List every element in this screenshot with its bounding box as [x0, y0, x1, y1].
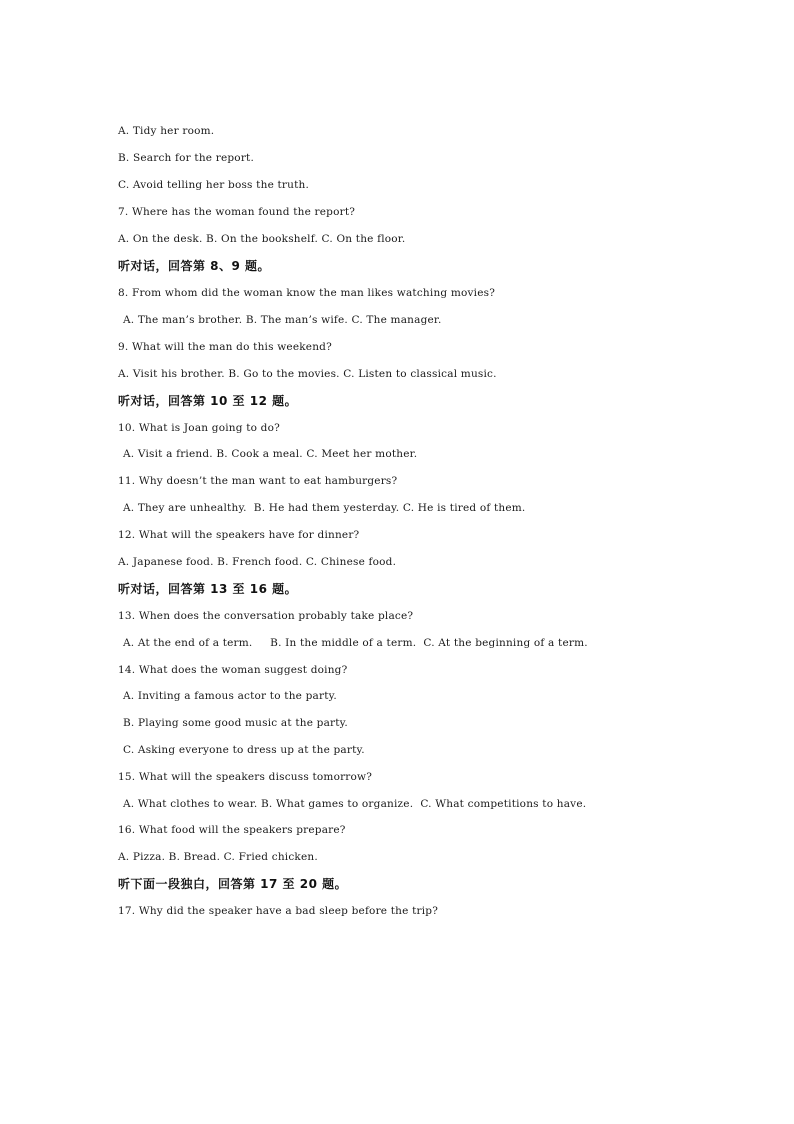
option-line: A. Tidy her room. [118, 125, 215, 137]
option-line: A. They are unhealthy. B. He had them yesterday. C. He is tired of them. [123, 502, 526, 514]
question-line: 10. What is Joan going to do? [118, 422, 280, 434]
section-heading: 听对话，回答第 13 至 16 题。 [118, 582, 298, 596]
option-line: A. What clothes to wear. B. What games to organize. C. What competitions to have. [123, 798, 587, 810]
section-heading: 听下面一段独白，回答第 17 至 20 题。 [118, 877, 348, 891]
option-line: A. Visit his brother. B. Go to the movies. C. Listen to classical music. [118, 368, 497, 380]
option-line: B. Search for the report. [118, 152, 255, 164]
option-line: A. Pizza. B. Bread. C. Fried chicken. [118, 851, 318, 863]
question-line: 14. What does the woman suggest doing? [118, 664, 348, 676]
question-line: 7. Where has the woman found the report? [118, 206, 356, 218]
option-line: A. At the end of a term. B. In the middle of a term. C. At the beginning of a term. [123, 637, 588, 649]
question-line: 9. What will the man do this weekend? [118, 341, 332, 353]
question-line: 16. What food will the speakers prepare? [118, 824, 346, 836]
question-line: 11. Why doesn’t the man want to eat hamburgers? [118, 475, 398, 487]
option-line: C. Avoid telling her boss the truth. [118, 179, 310, 191]
option-line: A. The man’s brother. B. The man’s wife. C. The manager. [123, 314, 442, 326]
section-heading: 听对话，回答第 8、9 题。 [118, 259, 271, 273]
option-line: A. Visit a friend. B. Cook a meal. C. Meet her mother. [123, 448, 418, 460]
option-line: A. Japanese food. B. French food. C. Chinese food. [118, 556, 397, 568]
question-line: 15. What will the speakers discuss tomorrow? [118, 771, 373, 783]
question-line: 13. When does the conversation probably take place? [118, 610, 414, 622]
option-line: C. Asking everyone to dress up at the party. [123, 744, 365, 756]
option-line: A. Inviting a famous actor to the party. [123, 690, 337, 702]
section-heading: 听对话，回答第 10 至 12 题。 [118, 394, 298, 408]
option-line: B. Playing some good music at the party. [123, 717, 348, 729]
question-line: 8. From whom did the woman know the man likes watching movies? [118, 287, 496, 299]
question-line: 12. What will the speakers have for dinner? [118, 529, 360, 541]
option-line: A. On the desk. B. On the bookshelf. C. On the floor. [118, 233, 406, 245]
question-line: 17. Why did the speaker have a bad sleep before the trip? [118, 905, 439, 917]
